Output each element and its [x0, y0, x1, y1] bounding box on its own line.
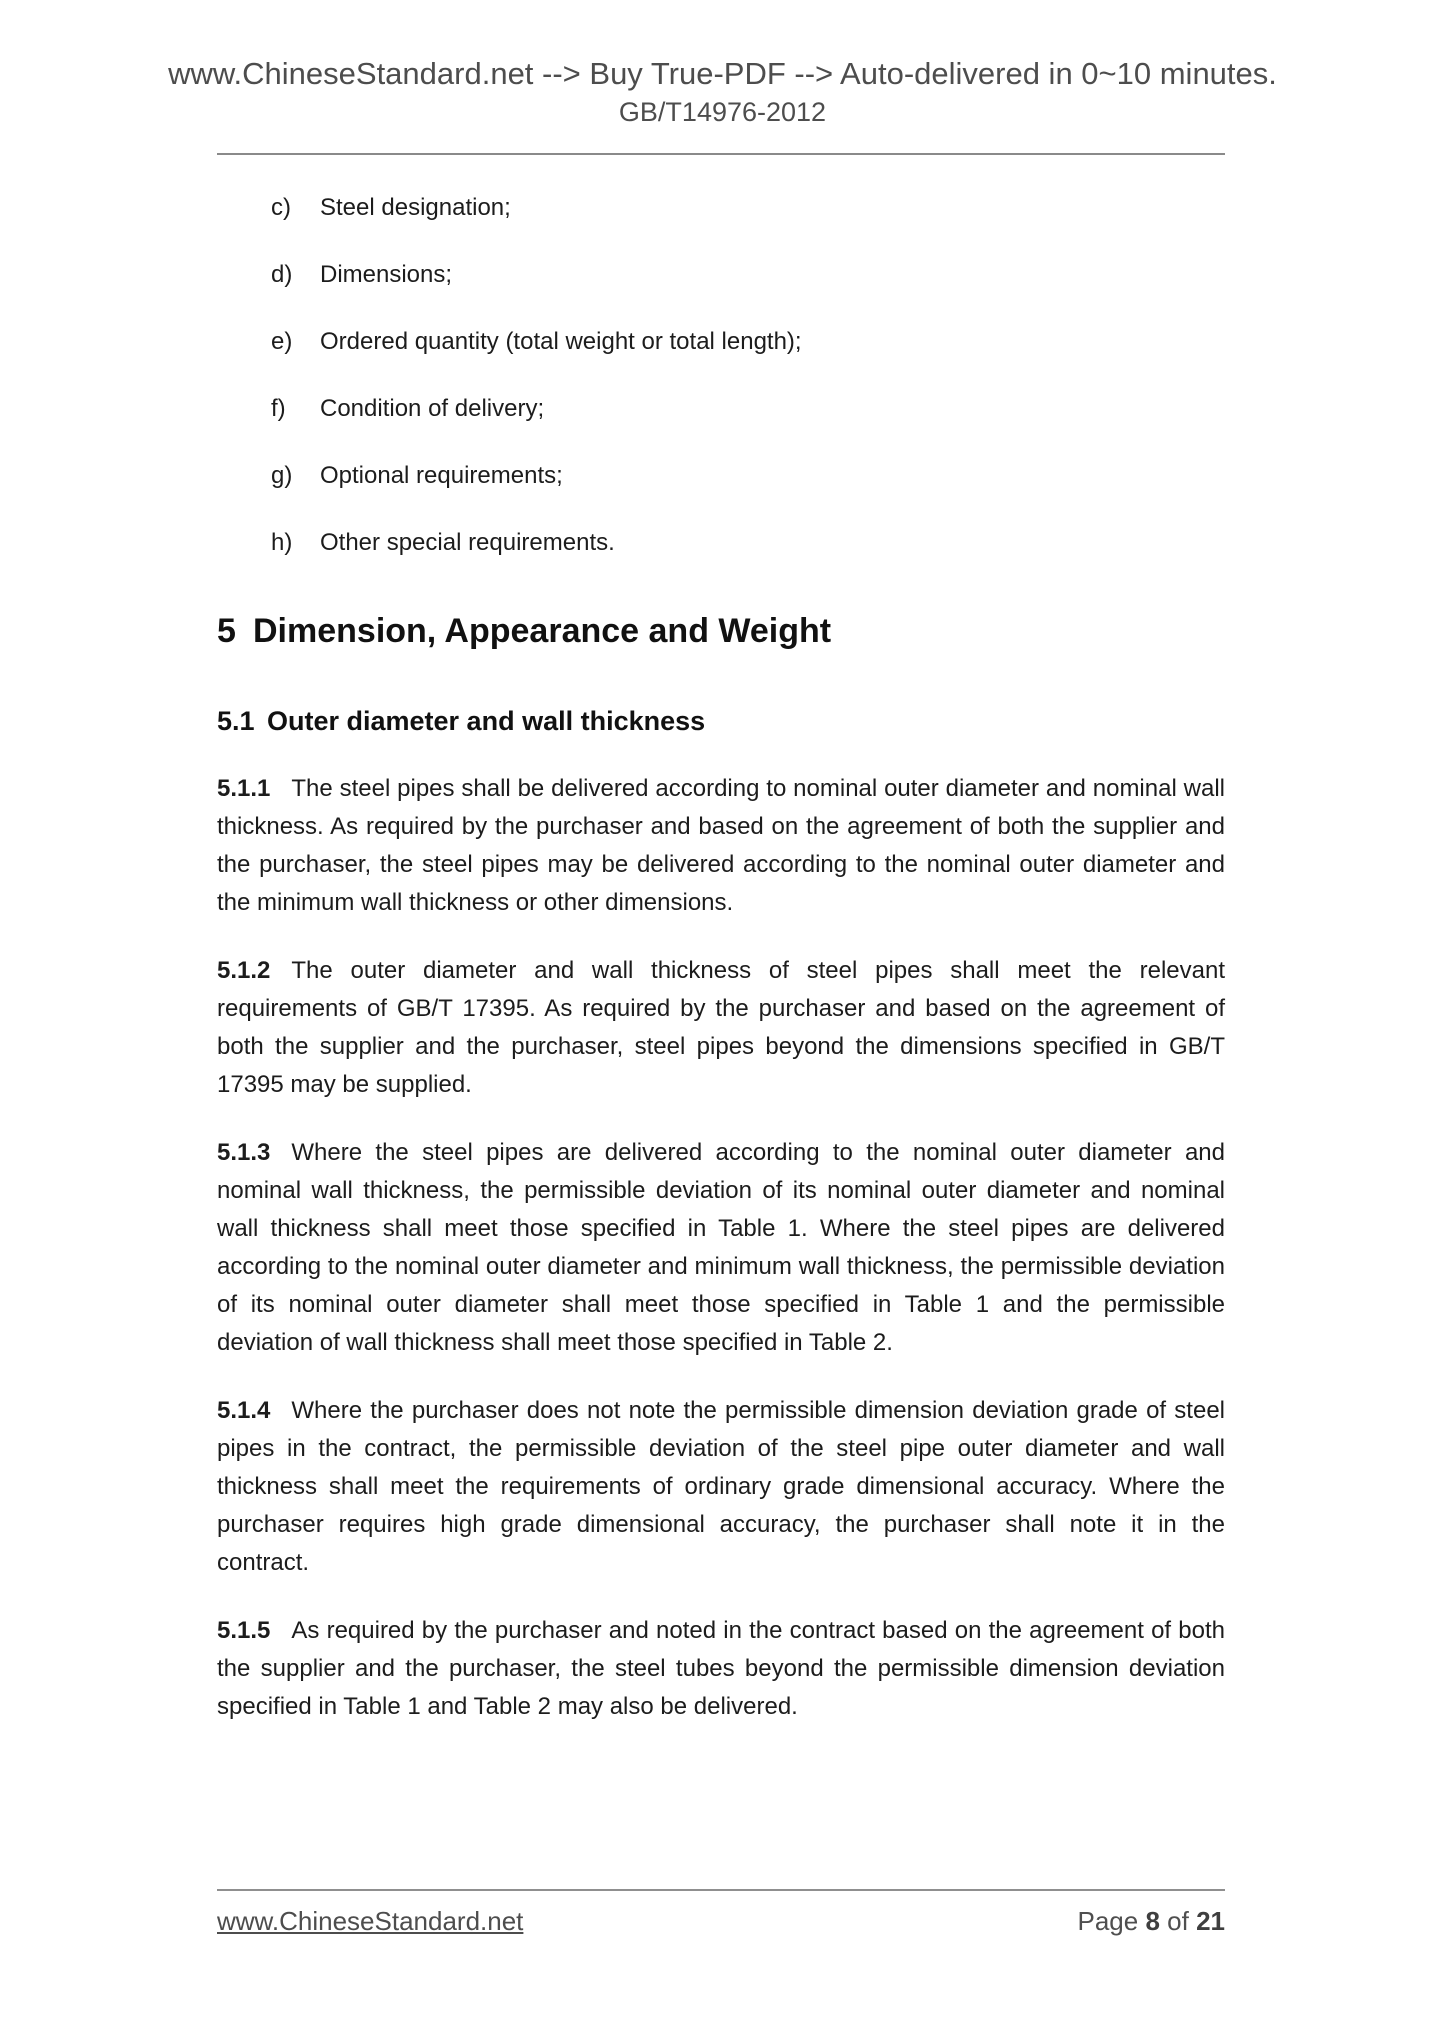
page-label: Page — [1077, 1906, 1139, 1936]
clause-number: 5.1.2 — [217, 957, 271, 984]
clause-number: 5.1.3 — [217, 1139, 271, 1166]
document-body — [217, 193, 1225, 1726]
list-item-label: f) — [271, 395, 286, 422]
clause-5-1-5 — [217, 1612, 1225, 1726]
footer-rule — [217, 1889, 1225, 1891]
list-item-text: Optional requirements; — [320, 462, 563, 489]
header-rule — [217, 153, 1225, 155]
list-item-text: Dimensions; — [320, 261, 453, 288]
list-item — [217, 193, 1225, 223]
page-indicator — [1077, 1905, 1225, 1937]
standard-number: GB/T14976-2012 — [618, 97, 827, 127]
clause-text: The outer diameter and wall thickness of steel pipes shall meet the relevant requirements of GB/T 17395. As required by the purchaser and based on the agreement of both the supplier and the purchaser, steel pipes beyond the dimensions specified in GB/T 17395 may be supplied. — [217, 957, 1225, 1098]
list-item-text: Other special requirements. — [320, 529, 615, 556]
clause-5-1-1 — [217, 770, 1225, 922]
section-title: Dimension, Appearance and Weight — [253, 612, 832, 650]
list-item-text: Steel designation; — [320, 194, 511, 221]
subsection-title: Outer diameter and wall thickness — [267, 706, 706, 736]
clause-5-1-3 — [217, 1134, 1225, 1362]
list-item-text: Ordered quantity (total weight or total length); — [320, 328, 802, 355]
subsection-heading — [217, 704, 1225, 738]
clause-number: 5.1.1 — [217, 775, 271, 802]
page-header — [0, 0, 1445, 128]
list-item-label: d) — [271, 261, 293, 288]
page-number: 8 — [1145, 1906, 1160, 1936]
of-label: of — [1167, 1906, 1189, 1936]
clause-text: The steel pipes shall be delivered according to nominal outer diameter and nominal wall thickness. As required by the purchaser and based on the agreement of both the supplier and the purchaser, the steel pipes may be delivered according to the nominal outer diameter and the minimum wall thickness or other dimensions. — [217, 775, 1225, 916]
clause-5-1-4 — [217, 1392, 1225, 1582]
page-footer — [217, 1889, 1225, 1937]
footer-row — [217, 1905, 1225, 1937]
list-item-label: e) — [271, 328, 293, 355]
clause-number: 5.1.4 — [217, 1397, 271, 1424]
list-item-label: c) — [271, 194, 291, 221]
clause-text: Where the steel pipes are delivered according to the nominal outer diameter and nominal wall thickness, the permissible deviation of its nominal outer diameter and nominal wall thickness shall meet those specified in Table 1. Where the steel pipes are delivered according to the nominal outer diameter and minimum wall thickness, the permissible deviation of its nominal outer diameter shall meet those specified in Table 1 and the permissible deviation of wall thickness shall meet those specified in Table 2. — [217, 1139, 1225, 1356]
list-item — [217, 260, 1225, 290]
site-banner-text: www.ChineseStandard.net --> Buy True-PDF --> Auto-delivered in 0~10 minutes. — [168, 56, 1277, 91]
section-heading — [217, 610, 1225, 652]
list-item — [217, 394, 1225, 424]
total-pages: 21 — [1196, 1906, 1225, 1936]
list-item — [217, 461, 1225, 491]
list-item-text: Condition of delivery; — [320, 395, 545, 422]
subsection-number: 5.1 — [217, 706, 255, 736]
clause-number: 5.1.5 — [217, 1617, 271, 1644]
footer-site-link[interactable]: www.ChineseStandard.net — [217, 1906, 524, 1936]
clause-text: As required by the purchaser and noted in the contract based on the agreement of both the supplier and the purchaser, the steel tubes beyond the permissible dimension deviation specified in Table 1 and Table 2 may also be delivered. — [217, 1617, 1225, 1720]
list-item — [217, 528, 1225, 558]
clause-text: Where the purchaser does not note the permissible dimension deviation grade of steel pipes in the contract, the permissible deviation of the steel pipe outer diameter and wall thickness shall meet the requirements of ordinary grade dimensional accuracy. Where the purchaser requires high grade dimensional accuracy, the purchaser shall note it in the contract. — [217, 1397, 1225, 1576]
ordering-info-list — [217, 193, 1225, 558]
clause-5-1-2 — [217, 952, 1225, 1104]
list-item-label: h) — [271, 529, 293, 556]
list-item — [217, 327, 1225, 357]
list-item-label: g) — [271, 462, 293, 489]
section-number: 5 — [217, 612, 236, 650]
